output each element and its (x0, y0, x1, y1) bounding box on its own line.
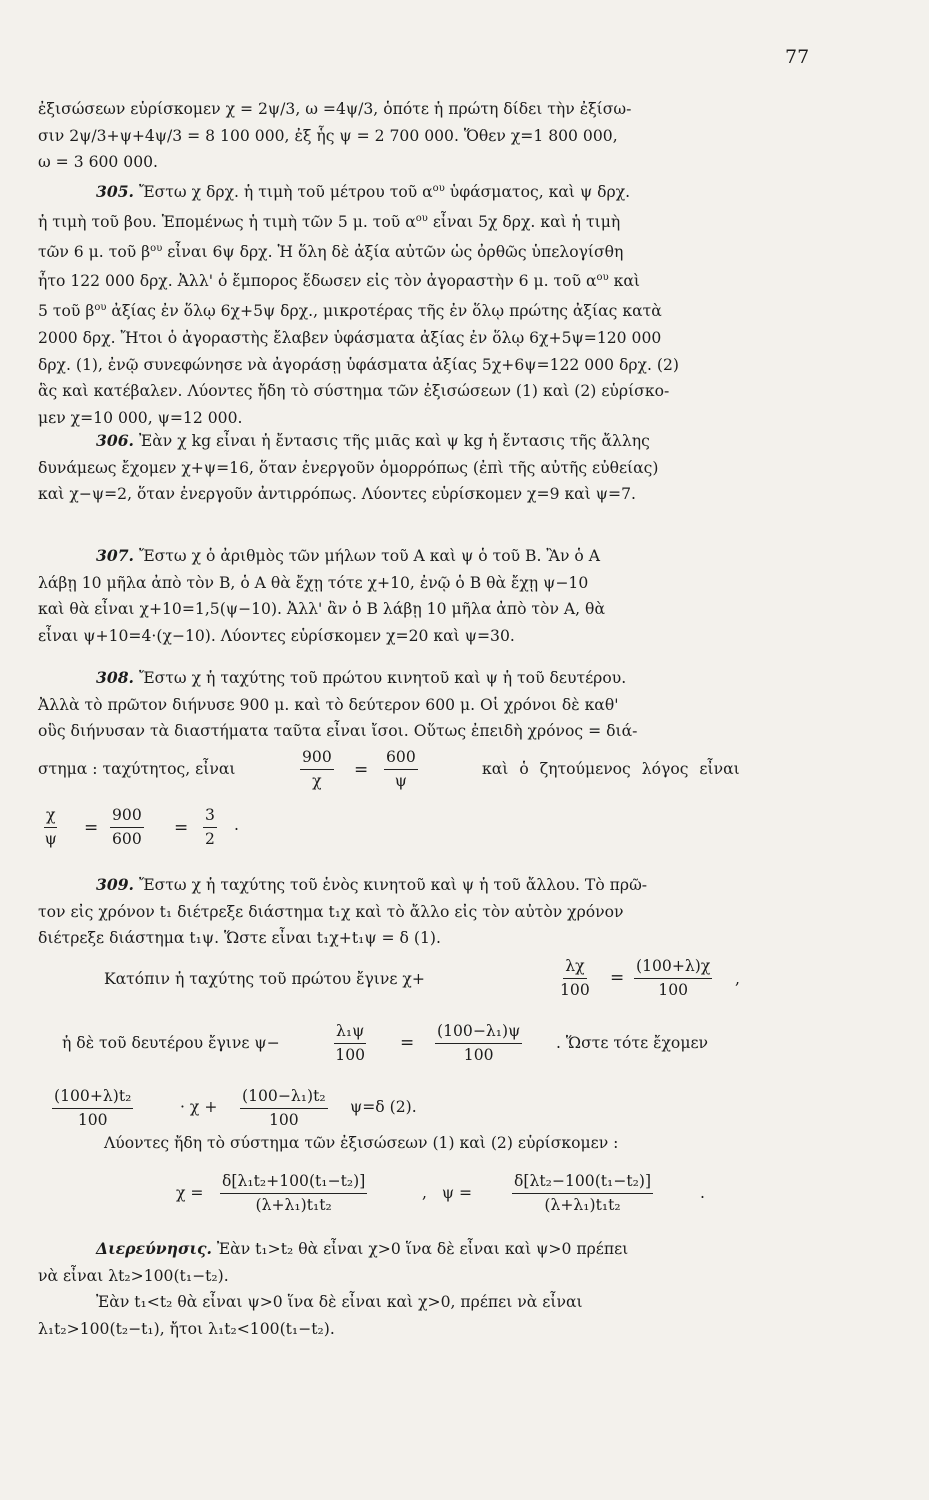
exercise-308 (38, 665, 826, 745)
denominator: 100 (77, 1111, 108, 1129)
denominator: 100 (335, 1046, 366, 1064)
page-number: 77 (785, 46, 810, 68)
numerator: λ₁ψ (334, 1022, 366, 1044)
exercise-309 (38, 872, 826, 952)
paragraph-continuation (38, 96, 826, 176)
equals-sign: = (400, 1033, 415, 1053)
denominator: ψ (44, 830, 57, 848)
equals-sign: = (354, 760, 369, 780)
fraction (384, 748, 418, 791)
text-line: ψ=δ (2). (350, 1098, 417, 1116)
text-line-body: Ἐὰν χ kg εἶναι ἡ ἔντασις τῆς μιᾶς καὶ ψ kg ἡ ἔντασις τῆς ἄλλης (133, 432, 650, 450)
text-line: τῶν 6 μ. τοῦ $\beta^{o\upsilon}$ εἶναι 6ψ δρχ. Ἡ ὅλη δὲ ἀξία αὐτῶν ὡς ὀρθῶς ὑπελογίσθη (38, 242, 624, 261)
fraction (560, 957, 590, 1000)
equals-sign: = (610, 968, 625, 988)
fraction (300, 748, 334, 791)
text-line: λάβῃ 10 μῆλα ἀπὸ τὸν Β, ὁ Α θὰ ἔχῃ τότε χ+10, ἐνῷ ὁ Β θὰ ἔχῃ ψ−10 (38, 573, 589, 592)
numerator: (100−λ₁)ψ (435, 1022, 522, 1044)
exercise-306 (38, 428, 826, 508)
section-heading: Διερεύνησις. (96, 1239, 212, 1258)
numerator: 600 (384, 748, 418, 770)
denominator: 100 (268, 1111, 299, 1129)
period: . (234, 816, 239, 834)
text-line (38, 543, 826, 570)
equals-sign: = (174, 818, 189, 838)
numerator: (100+λ)χ (634, 957, 712, 979)
text-line (38, 872, 826, 899)
text-line-body: Ἔστω χ ἡ ταχύτης τοῦ ἑνὸς κινητοῦ καὶ ψ ἡ τοῦ ἄλλου. Τὸ πρῶ- (133, 876, 648, 894)
text-line: , ψ = (422, 1184, 473, 1202)
numerator: δ[λ₁t₂+100(t₁−t₂)] (220, 1172, 367, 1194)
text-line: χ = (176, 1184, 204, 1202)
exercise-number: 306. (96, 431, 134, 450)
fraction (110, 806, 144, 849)
denominator: 100 (560, 981, 590, 999)
text-line-body: Ἔστω χ ὁ ἀριθμὸς τῶν μήλων τοῦ Α καὶ ψ ὁ τοῦ Β. Ἂν ὁ Α (133, 547, 601, 565)
denominator: (λ+λ₁)t₁t₂ (255, 1196, 332, 1214)
fraction (44, 806, 57, 849)
fraction (240, 1087, 328, 1130)
text-line: εἶναι ψ+10=4·(χ−10). Λύοντες εὑρίσκομεν χ=20 καὶ ψ=30. (38, 626, 515, 645)
text-line: καὶ χ−ψ=2, ὅταν ἐνεργοῦν ἀντιρρόπως. Λύοντες εὑρίσκομεν χ=9 καὶ ψ=7. (38, 485, 636, 504)
fraction (512, 1172, 653, 1215)
text-line: νὰ εἶναι λt₂>100(t₁−t₂). (38, 1266, 229, 1285)
text-line: ἦτο 122 000 δρχ. Ἀλλ' ὁ ἔμπορος ἔδωσεν εἰς τὸν ἀγοραστὴν 6 μ. τοῦ $\alpha^{o\upsilon}$ καὶ (38, 272, 641, 291)
text-line: οὓς διήνυσαν τὰ διαστήματα ταῦτα εἶναι ἴσοι. Οὕτως ἐπειδὴ χρόνος = διά- (38, 722, 638, 741)
text-line: καὶ θὰ εἶναι χ+10=1,5(ψ−10). Ἀλλ' ἂν ὁ Β λάβῃ 10 μῆλα ἀπὸ τὸν Α, θὰ (38, 600, 605, 619)
fraction (220, 1172, 367, 1215)
text-line-body: Ἔστω χ δρχ. ἡ τιμὴ τοῦ μέτρου τοῦ $\alpha^{o\upsilon}$ ὑφάσματος, καὶ ψ δρχ. (133, 183, 631, 202)
comma: , (735, 970, 740, 988)
fraction (634, 957, 712, 1000)
fraction (435, 1022, 522, 1065)
text-line: καὶ ὁ ζητούμενος λόγος εἶναι (482, 760, 740, 778)
text-line (38, 1236, 826, 1263)
period: . (700, 1184, 705, 1202)
text-line: Λύοντες ἤδη τὸ σύστημα τῶν ἐξισώσεων (1) καὶ (2) εὑρίσκομεν : (104, 1134, 619, 1152)
text-line: ἡ δὲ τοῦ δευτέρου ἔγινε ψ− (62, 1034, 280, 1052)
discussion (38, 1236, 826, 1342)
text-line: τον εἰς χρόνον t₁ διέτρεξε διάστημα t₁χ καὶ τὸ ἄλλο εἰς τὸν αὐτὸν χρόνον (38, 902, 624, 921)
numerator: (100+λ)t₂ (52, 1087, 133, 1109)
text-line: δυνάμεως ἔχομεν χ+ψ=16, ὅταν ἐνεργοῦν ὁμορρόπως (ἐπὶ τῆς αὐτῆς εὐθείας) (38, 458, 659, 477)
text-line: Ἐὰν t₁<t₂ θὰ εἶναι ψ>0 ἵνα δὲ εἶναι καὶ χ>0, πρέπει νὰ εἶναι (96, 1293, 583, 1312)
text-line: . Ὥστε τότε ἔχομεν (556, 1034, 709, 1052)
numerator: χ (44, 806, 57, 828)
text-line: 5 τοῦ $\beta^{o\upsilon}$ ἀξίας ἐν ὅλῳ 6χ+5ψ δρχ., μικροτέρας τῆς ἐν ὅλῳ πρώτης ἀξίας κατὰ (38, 302, 662, 321)
denominator: 100 (658, 981, 689, 999)
text-line-body: Ἔστω χ ἡ ταχύτης τοῦ πρώτου κινητοῦ καὶ ψ ἡ τοῦ δευτέρου. (133, 669, 627, 687)
text-line: Κατόπιν ἡ ταχύτης τοῦ πρώτου ἔγινε χ+ (104, 970, 425, 988)
text-line (38, 176, 826, 206)
exercise-number: 308. (96, 668, 134, 687)
text-line: ἐξισώσεων εὑρίσκομεν χ = 2ψ/3, ω =4ψ/3, ὁπότε ἡ πρώτη δίδει τὴν ἐξίσω- (38, 100, 632, 118)
numerator: 900 (110, 806, 144, 828)
numerator: λχ (563, 957, 586, 979)
text-line: λ₁t₂>100(t₂−t₁), ἤτοι λ₁t₂<100(t₁−t₂). (38, 1319, 335, 1338)
text-line: ἃς καὶ κατέβαλεν. Λύοντες ἤδη τὸ σύστημα τῶν ἐξισώσεων (1) καὶ (2) εὑρίσκο- (38, 382, 670, 401)
numerator: δ[λt₂−100(t₁−t₂)] (512, 1172, 653, 1194)
exercise-305 (38, 176, 826, 431)
denominator: 100 (463, 1046, 494, 1064)
text-line (38, 428, 826, 455)
text-line: ἡ τιμὴ τοῦ βου. Ἑπομένως ἡ τιμὴ τῶν 5 μ. τοῦ $\alpha^{o\upsilon}$ εἶναι 5χ δρχ. καὶ ἡ τιμὴ (38, 212, 621, 231)
denominator: ψ (394, 772, 407, 790)
exercise-number: 305. (96, 182, 134, 202)
text-line: σιν 2ψ/3+ψ+4ψ/3 = 8 100 000, ἐξ ἧς ψ = 2 700 000. Ὅθεν χ=1 800 000, (38, 126, 618, 145)
fraction (334, 1022, 366, 1065)
exercise-number: 307. (96, 546, 134, 565)
denominator: χ (312, 772, 322, 790)
text-line: δρχ. (1), ἐνῷ συνεφώνησε νὰ ἀγοράσῃ ὑφάσματα ἀξίας 5χ+6ψ=122 000 δρχ. (2) (38, 355, 680, 374)
denominator: 600 (112, 830, 142, 848)
exercise-number: 309. (96, 875, 134, 894)
text-line: Ἀλλὰ τὸ πρῶτον διήνυσε 900 μ. καὶ τὸ δεύτερον 600 μ. Οἱ χρόνοι δὲ καθ' (38, 695, 619, 714)
exercise-307 (38, 543, 826, 649)
text-line: · χ + (180, 1098, 218, 1116)
text-line: διέτρεξε διάστημα t₁ψ. Ὥστε εἶναι t₁χ+t₁ψ = δ (1). (38, 929, 441, 948)
denominator: (λ+λ₁)t₁t₂ (544, 1196, 621, 1214)
text-line: μεν χ=10 000, ψ=12 000. (38, 408, 243, 427)
numerator: 900 (300, 748, 334, 770)
text-line: ω = 3 600 000. (38, 153, 159, 172)
text-line: στημα : ταχύτητος, εἶναι (38, 760, 236, 778)
numerator: 3 (203, 806, 217, 828)
text-line (38, 665, 826, 692)
text-line-body: Ἐὰν t₁>t₂ θὰ εἶναι χ>0 ἵνα δὲ εἶναι καὶ ψ>0 πρέπει (211, 1240, 629, 1258)
numerator: (100−λ₁)t₂ (240, 1087, 328, 1109)
fraction (52, 1087, 133, 1130)
text-line: 2000 δρχ. Ἤτοι ὁ ἀγοραστὴς ἔλαβεν ὑφάσματα ἀξίας ἐν ὅλῳ 6χ+5ψ=120 000 (38, 328, 662, 347)
denominator: 2 (205, 830, 215, 848)
equals-sign: = (84, 818, 99, 838)
fraction (203, 806, 217, 849)
